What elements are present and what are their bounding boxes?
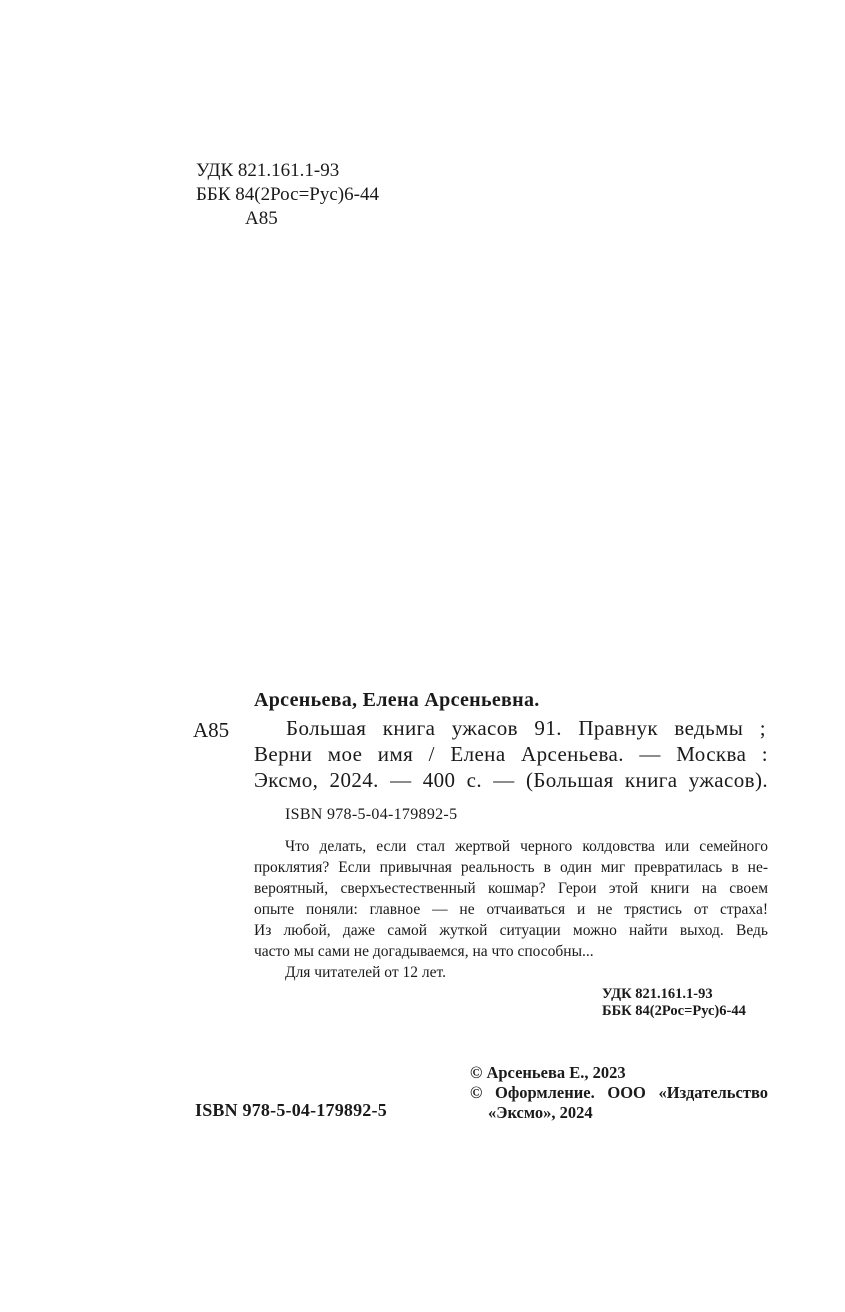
isbn-footer: ISBN 978-5-04-179892-5	[195, 1100, 387, 1120]
top-author-code: А85	[245, 208, 278, 229]
bib-title-line-2: Верни мое имя / Елена Арсеньева. — Москва :	[254, 742, 768, 766]
annotation-line-6: часто мы сами не догадываемся, на что способны...	[254, 943, 594, 960]
bold-bbk: ББК 84(2Рос=Рус)6-44	[602, 1003, 746, 1019]
bib-title-line-3: Эксмо, 2024. — 400 с. — (Большая книга ужасов).	[254, 768, 768, 792]
top-bbk: ББК 84(2Рос=Рус)6-44	[196, 184, 379, 205]
bib-title-line-1: Большая книга ужасов 91. Правнук ведьмы ;	[286, 716, 766, 740]
copyright-design-line-2: «Эксмо», 2024	[488, 1103, 593, 1122]
annotation-line-4: опыте поняли: главное — не отчаиваться и не трястись от страха!	[254, 901, 768, 918]
annotation-line-2: проклятия? Если привычная реальность в один миг превратилась в не-	[254, 859, 768, 876]
annotation-line-1: Что делать, если стал жертвой черного колдовства или семейного	[285, 838, 768, 855]
bib-isbn: ISBN 978-5-04-179892-5	[285, 806, 458, 823]
bib-author: Арсеньева, Елена Арсеньевна.	[254, 689, 540, 711]
copyright-design-line-1: © Оформление. ООО «Издательство	[470, 1083, 768, 1102]
bold-udk: УДК 821.161.1-93	[602, 986, 713, 1002]
bib-author-code: А85	[193, 718, 230, 742]
top-udk: УДК 821.161.1-93	[196, 160, 340, 181]
age-rating: Для читателей от 12 лет.	[285, 964, 446, 981]
annotation-line-5: Из любой, даже самой жуткой ситуации можно найти выход. Ведь	[254, 922, 768, 939]
annotation-line-3: вероятный, сверхъестественный кошмар? Герои этой книги на своем	[254, 880, 768, 897]
copyright-author: © Арсеньева Е., 2023	[470, 1063, 626, 1082]
